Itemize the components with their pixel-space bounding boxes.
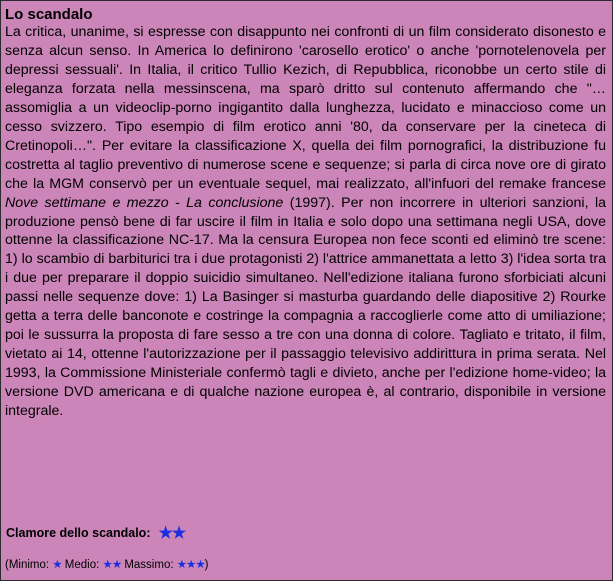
legend-medio-label: Medio:: [61, 559, 103, 571]
legend-medio-star-icon: ★★: [102, 559, 122, 571]
legend-open: (Minimo:: [5, 559, 53, 571]
legend-massimo-label: Massimo:: [121, 559, 177, 571]
legend-close: ): [204, 559, 209, 571]
section-paragraph: [5, 23, 606, 421]
paragraph-text-part2: (1997). Per non incorrere in ulteriori sanzioni, la produzione pensò bene di far uscire il film in Italia e solo dopo una settimana negli USA, dove ottenne la classificazione NC-17. Ma la censura Europea non fece sconti ed eliminò tre scene: 1) lo scambio di barbiturici tra i due protagonisti 2) l'attrice ammanettata a letto 3) l'idea sorta tra i due per preparare il doppio suicidio simultaneo. Nell'edizione italiana furono sforbiciati alcuni passi nelle sequenze dove: 1) La Basinger si masturba guardando delle diapositive 2) Rourke getta a terra delle banconote e costringe la compagnia a raccoglierle come atto di umiliazione; poi le sussurra la proposta di fare sesso a tre con una donna di colore. Tagliato e tritato, il film, vietato ai 14, ottenne l'autorizzazione per il passaggio televisivo addirittura in prima serata. Nel 1993, la Commissione Ministeriale confermò tagli e divieto, anche per l'edizione home-video; la versione DVD americana e di qualche nazione europea è, al contrario, disponibile in versione integrale.: [5, 194, 606, 420]
scandal-rating: [6, 524, 185, 543]
section-title: Lo scandalo: [5, 6, 93, 23]
rating-stars-icon: ★★: [158, 525, 186, 542]
legend-min-star-icon: ★: [52, 559, 62, 571]
paragraph-text-part1: La critica, unanime, si espresse con disappunto nei confronti di un film considerato disonesto e senza alcun senso. In America lo definirono 'carosello erotico' o anche 'pornotelenovela per depressi sessuali'. In Italia, il critico Tullio Kezich, di Repubblica, riconobbe un certo stile di eleganza forzata nella messinscena, ma sparò dritto sul contenuto affermando che "…assomiglia a un videoclip-porno ingigantito dalla lunghezza, lucidato e minaccioso come un cesso svizzero. Tipo esempio di film erotico anni '80, da conservare per la cineteca di Cretinopoli…". Per evitare la classificazione X, quella dei film pornografici, la distribuzione fu costretta al taglio preventivo di numerose scene e sequenze; si parla di circa nove ore di girato che la MGM conservò per un eventuale sequel, mai realizzato, all'infuori del remake francese: [5, 24, 606, 192]
scandal-section: [5, 6, 606, 421]
rating-label: Clamore dello scandalo:: [6, 526, 151, 540]
film-title-italic: Nove settimane e mezzo - La conclusione: [5, 194, 284, 211]
legend-massimo-star-icon: ★★★: [176, 559, 205, 571]
rating-legend: [5, 557, 209, 573]
